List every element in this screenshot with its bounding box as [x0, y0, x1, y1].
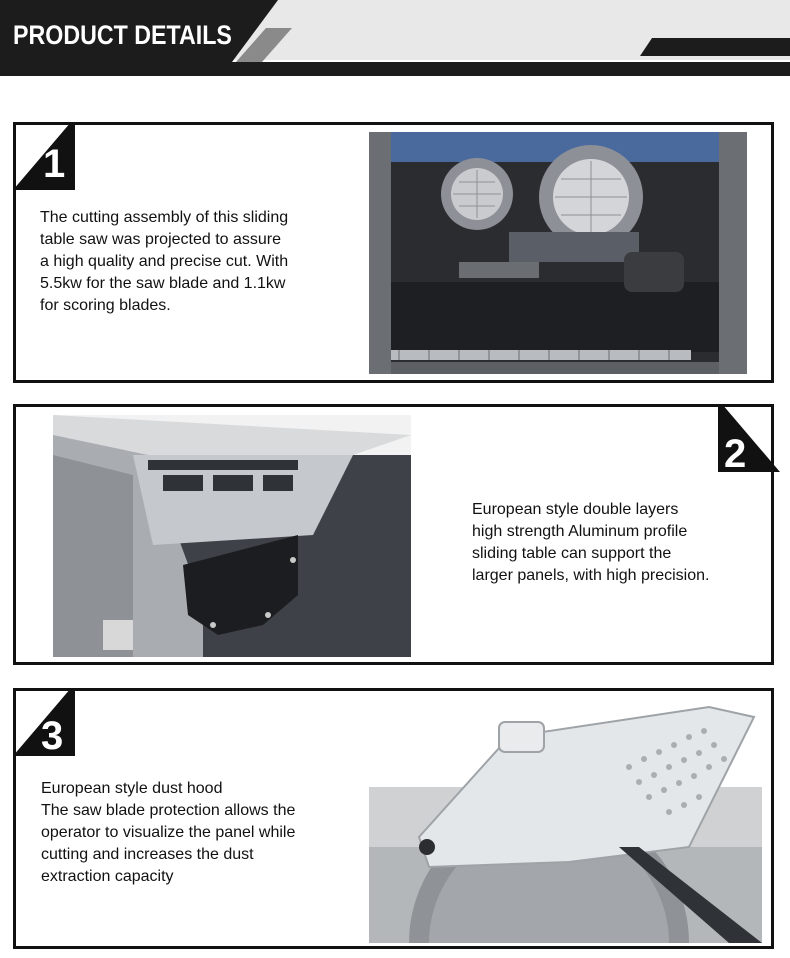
section-description	[40, 207, 288, 317]
description-line: extraction capacity	[41, 868, 174, 885]
page-title: PRODUCT DETAILS	[13, 20, 232, 50]
description-line: The saw blade protection allows the	[41, 802, 296, 819]
description-line: table saw was projected to assure	[40, 231, 282, 248]
description-line: cutting and increases the dust	[41, 846, 254, 863]
description-line: The cutting assembly of this sliding	[40, 209, 289, 226]
number-badge	[13, 122, 77, 190]
description-line: 5.5kw for the saw blade and 1.1kw	[40, 275, 286, 292]
section-description	[472, 499, 709, 587]
description-line: operator to visualize the panel while	[41, 824, 296, 841]
feature-card-2	[13, 404, 774, 665]
motor-compartment-photo	[369, 132, 747, 374]
aluminum-profile-photo	[53, 415, 411, 657]
description-line: a high quality and precise cut. With	[40, 253, 289, 270]
section-number: 1	[43, 142, 66, 186]
description-line: for scoring blades.	[40, 297, 171, 314]
description-line: European style dust hood	[41, 780, 223, 797]
section-number: 2	[724, 432, 747, 476]
description-line: European style double layers	[472, 501, 679, 518]
section-number: 3	[41, 714, 64, 758]
feature-card-1	[13, 122, 774, 383]
number-badge	[13, 688, 77, 756]
feature-card-3	[13, 688, 774, 949]
number-badge	[716, 404, 780, 476]
description-line: high strength Aluminum profile	[472, 523, 688, 540]
dust-hood-photo	[369, 697, 762, 943]
description-line: sliding table can support the	[472, 545, 672, 562]
section-description	[41, 778, 295, 888]
description-line: larger panels, with high precision.	[472, 567, 710, 584]
page-header	[0, 0, 790, 90]
